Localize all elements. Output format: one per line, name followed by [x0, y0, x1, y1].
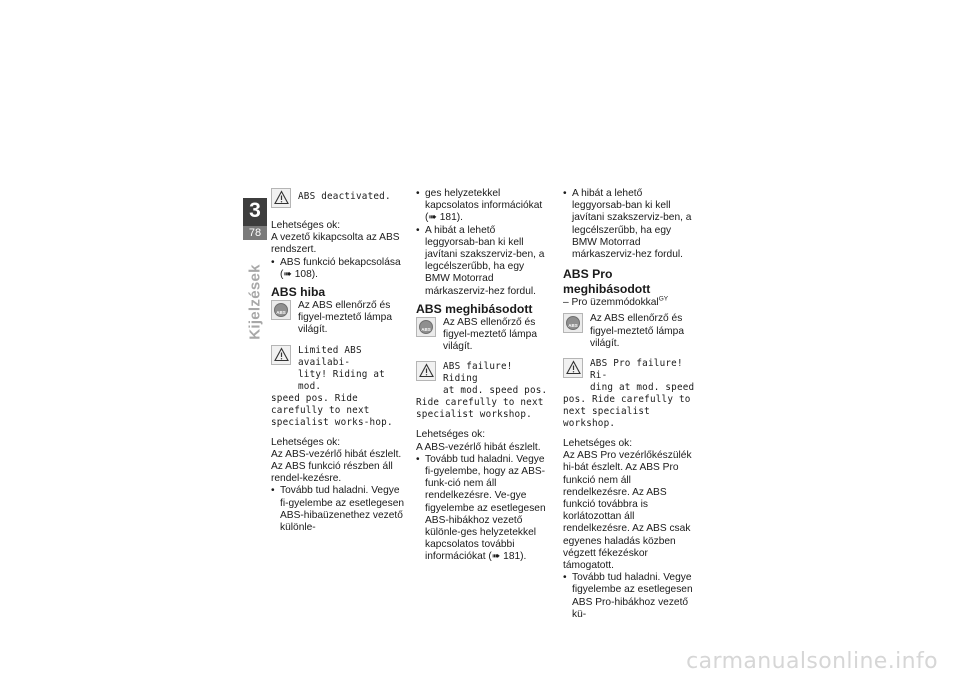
warning-display-block [563, 358, 697, 430]
lamp-text: Az ABS ellenőrző és figyel-meztető lámpa világít. [298, 300, 392, 336]
abs-pro-lamp-icon: ABS [563, 313, 583, 333]
display-message: ABS deactivated. [298, 191, 391, 202]
column-3 [563, 188, 697, 621]
warning-triangle-icon [271, 188, 291, 208]
lamp-text: Az ABS ellenőrző és figyel-meztető lámpa világít. [590, 313, 684, 349]
list-item: • Tovább tud haladni. Vegye fi-gyelembe, hogy az ABS-funk-ció nem áll rendelkezésre. Ve-gye figyelembe az esetlegesen ABS-hibákhoz vezető különle-ges helyzetekkel kapcsolatos további információkat (➠ 181). [416, 454, 550, 564]
section-label-container [236, 252, 274, 352]
possible-cause-label: Lehetséges ok: [563, 438, 633, 450]
list-item: • A hibát a lehető leggyorsab-ban ki kell javítani szakszerviz-ben, a legcélszerűbb, ha egy BMW Motorrad márkaszerviz-hez fordul. [563, 188, 697, 261]
chapter-number: 3 [249, 199, 261, 222]
display-message-line: pos. Ride carefully to next specialist workshop. [563, 394, 691, 430]
display-message-line: at mod. speed pos. [443, 385, 548, 397]
lamp-block [416, 317, 550, 354]
column-1 [271, 188, 405, 534]
section-heading: ABS meghibásodott [416, 301, 533, 316]
section-label: Kijelzések [246, 264, 264, 340]
display-message-line: ABS Pro failure! Ri- [590, 358, 683, 382]
cause-text: A ABS-vezérlő hibát észlelt. [416, 441, 541, 453]
warning-triangle-icon [271, 345, 291, 365]
column-2 [416, 188, 550, 564]
footer [0, 645, 960, 679]
warning-triangle-icon [416, 361, 436, 381]
display-message-line: speed pos. Ride carefully to next specialist works-hop. [271, 392, 393, 428]
watermark: carmanualsonline.info [686, 649, 938, 674]
list-item: • ABS funkció bekapcsolása (➠ 108). [271, 257, 405, 281]
list-item: • Tovább tud haladni. Vegye fi-gyelembe az esetlegesen ABS-hibaüzenethez vezető különle- [271, 485, 405, 534]
warning-display-block [271, 345, 405, 429]
sub-heading-superscript: GY [658, 295, 669, 303]
possible-cause-label: Lehetséges ok: [271, 220, 341, 231]
sub-heading [563, 297, 697, 309]
cause-text: Az ABS Pro vezérlőkészülék hi-bát észlelt. Az ABS Pro funkció nem áll rendelkezésre. Az ABS funkció továbbra is korlátozottan áll rendelkezésre. Az ABS csak egyenes haladás közben végzett fékezéskor támogatott. [563, 450, 692, 572]
display-message-line: ABS failure! Riding [443, 361, 513, 385]
section-heading: ABS Pro meghibásodott [563, 267, 651, 297]
cause-text: Az ABS-vezérlő hibát észlelt. Az ABS funkció részben áll rendel-kezésre. [271, 448, 402, 485]
warning-display-block [271, 188, 405, 212]
lamp-block [271, 300, 405, 337]
list-item-continuation: • ges helyzetekkel kapcsolatos információkat (➠ 181). [416, 188, 550, 225]
list-item: • A hibát a lehető leggyorsab-ban ki kell javítani szakszerviz-ben, a legcélszerűbb, ha egy BMW Motorrad márkaszerviz-hez fordul. [416, 225, 550, 298]
possible-cause-label: Lehetséges ok: [416, 429, 486, 441]
display-message-line: lity! Riding at mod. [298, 368, 385, 392]
list-item: • Tovább tud haladni. Vegye figyelembe az esetlegesen ABS Pro-hibákhoz vezető kü- [563, 572, 697, 621]
cause-text: A vezető kikapcsolta az ABS rendszert. [271, 232, 400, 256]
abs-lamp-icon: ABS [416, 317, 436, 337]
warning-display-block [416, 361, 550, 421]
lamp-block [563, 313, 697, 350]
abs-lamp-icon: ABS [271, 300, 291, 320]
display-message-line: ding at mod. speed [590, 382, 695, 394]
display-message-line: Ride carefully to next specialist workshop. [416, 397, 544, 421]
sub-heading-text: – Pro üzemmódokkal [563, 297, 659, 309]
possible-cause-label: Lehetséges ok: [271, 436, 341, 448]
page-number: 78 [243, 226, 267, 240]
lamp-text: Az ABS ellenőrző és figyel-meztető lámpa világít. [443, 316, 537, 353]
warning-triangle-icon [563, 358, 583, 378]
section-heading: ABS hiba [271, 285, 326, 300]
display-message-line: Limited ABS availabi- [298, 344, 362, 368]
